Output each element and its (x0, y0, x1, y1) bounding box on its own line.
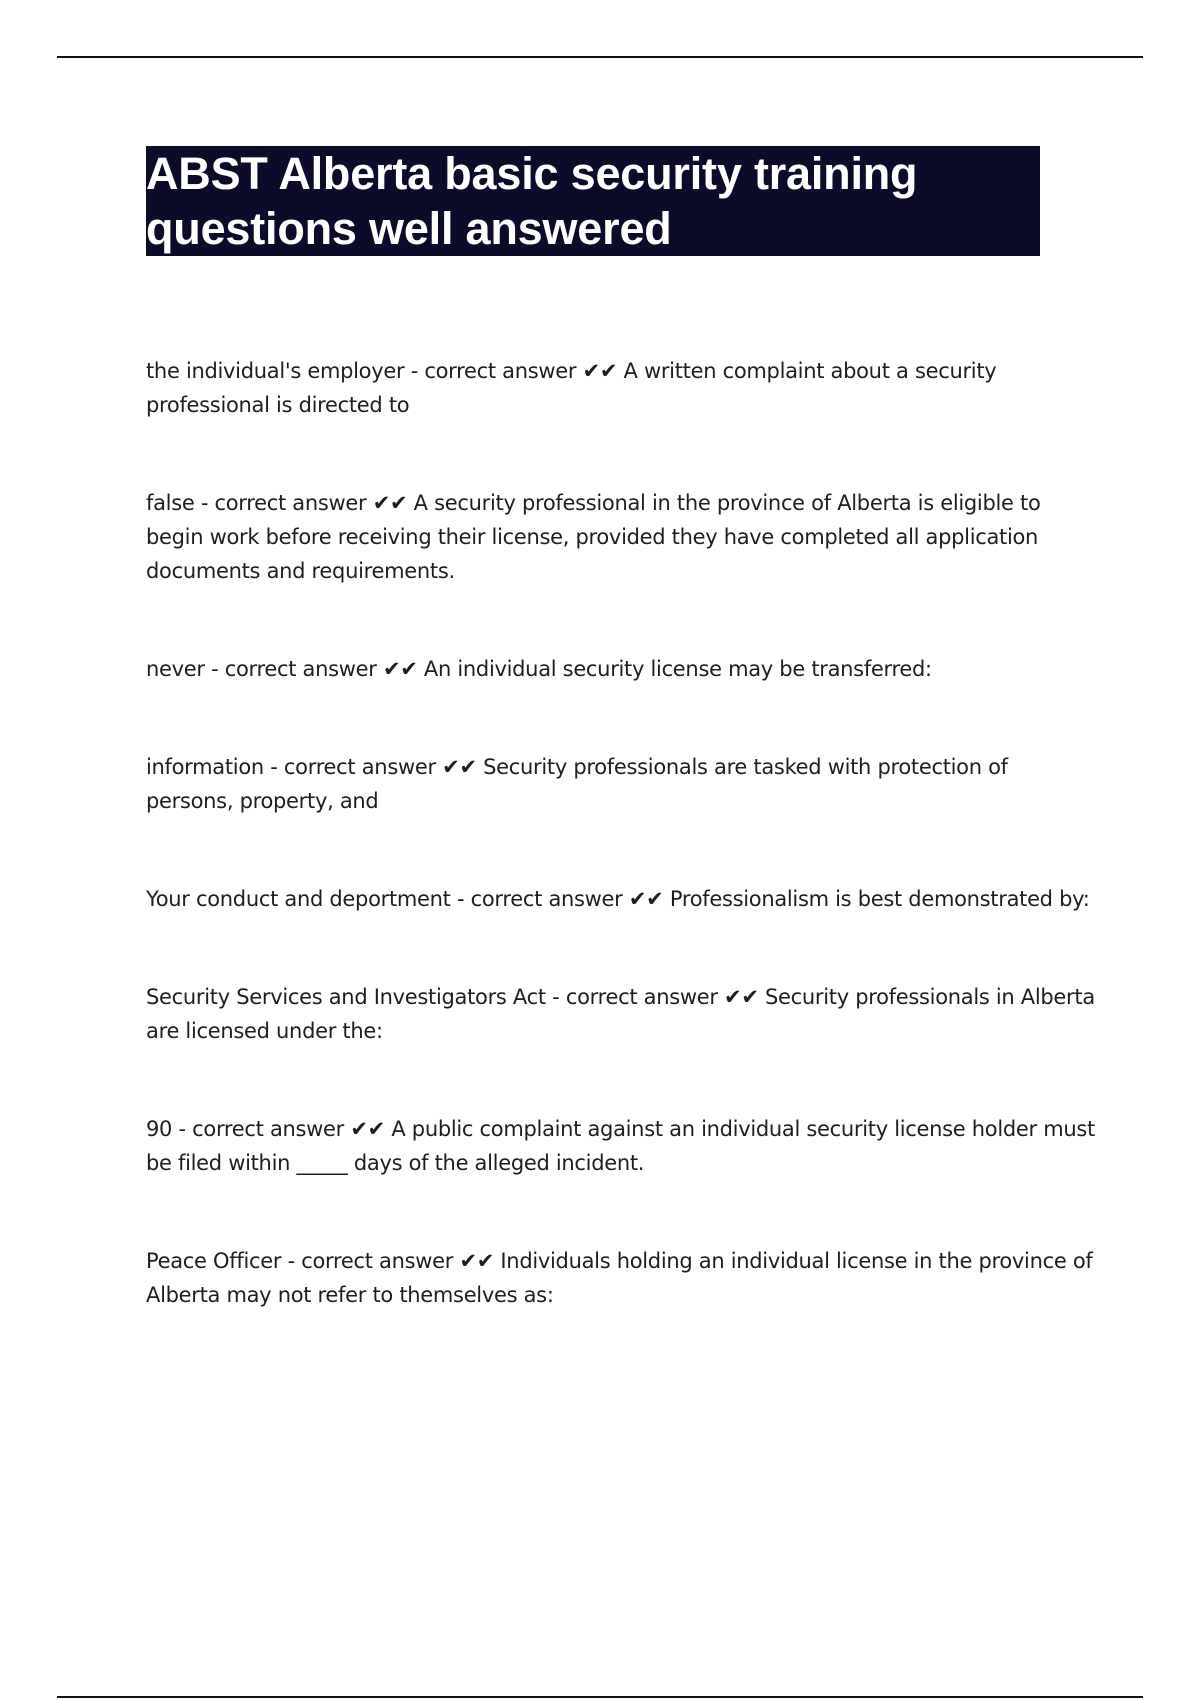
qa-list (146, 354, 1096, 1312)
document-title: ABST Alberta basic security training questions well answered (146, 148, 918, 254)
qa-item: Your conduct and deportment - correct answer ✔✔ Professionalism is best demonstrated by: (146, 887, 1090, 911)
header-rule (57, 56, 1143, 58)
document-title-block (146, 146, 1040, 256)
qa-item: never - correct answer ✔✔ An individual security license may be transferred: (146, 657, 932, 681)
qa-item: information - correct answer ✔✔ Security professionals are tasked with protection of persons, property, and (146, 755, 1008, 813)
qa-item: Security Services and Investigators Act - correct answer ✔✔ Security professionals in Alberta are licensed under the: (146, 985, 1095, 1043)
qa-item: false - correct answer ✔✔ A security professional in the province of Alberta is eligible to begin work before receiving their license, provided they have completed all application documents and requirements. (146, 491, 1041, 583)
qa-item: the individual's employer - correct answer ✔✔ A written complaint about a security professional is directed to (146, 359, 997, 417)
footer-rule (57, 1696, 1143, 1698)
qa-item: 90 - correct answer ✔✔ A public complaint against an individual security license holder must be filed within _____ days of the alleged incident. (146, 1117, 1095, 1175)
qa-item: Peace Officer - correct answer ✔✔ Individuals holding an individual license in the province of Alberta may not refer to themselves as: (146, 1249, 1093, 1307)
